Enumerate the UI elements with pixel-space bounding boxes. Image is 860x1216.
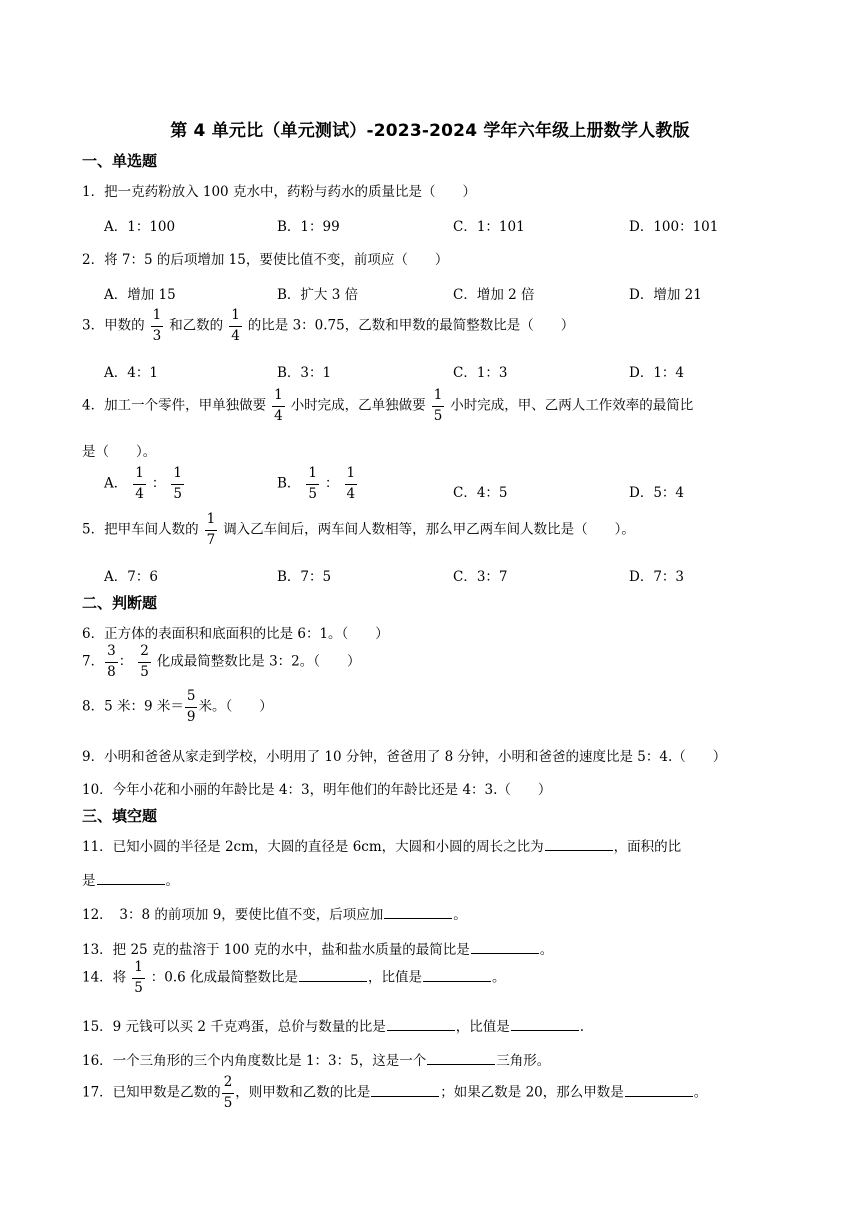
question-5: 5．把甲车间人数的 $\frac{1}{7}$ 调入乙车间后，两车间人数相等，那么甲乙两车间人数比是（ ）。 — [82, 511, 635, 548]
answer-blank[interactable] — [384, 904, 452, 919]
answer-blank[interactable] — [299, 967, 367, 982]
answer-blank[interactable] — [427, 1050, 495, 1065]
q5-option-d: D．7：3 — [629, 569, 685, 585]
q1-option-a: A．1：100 — [104, 219, 176, 235]
q4-option-d: D．5：4 — [629, 485, 685, 501]
q1-option-b: B．1：99 — [277, 219, 340, 235]
q4-option-a: A． $\frac{1}{4}$ ： $\frac{1}{5}$ — [104, 465, 182, 502]
section-heading-fill-blank: 三、填空题 — [82, 807, 158, 825]
question-14: 14．将 $\frac{1}{5}$ ：0.6 化成最简整数比是 ，比值是 。 — [82, 959, 506, 996]
fraction: $\frac{1}{5}$ — [433, 387, 443, 424]
fraction: $\frac{1}{5}$ — [308, 465, 318, 502]
fraction: $\frac{1}{4}$ — [135, 465, 144, 502]
q4-option-c: C．4：5 — [453, 485, 508, 501]
question-11-continued: 是 。 — [82, 869, 179, 889]
q1-option-c: C．1：101 — [453, 219, 525, 235]
answer-blank[interactable] — [545, 836, 613, 851]
question-10: 10．今年小花和小丽的年龄比是 4：3，明年他们的年龄比还是 4：3.（ ） — [82, 782, 552, 798]
question-7: 7． $\frac{3}{8}$ ： $\frac{2}{5}$ 化成最简整数比是 3：2。（ ） — [82, 643, 361, 680]
fraction: $\frac{1}{3}$ — [152, 307, 162, 344]
answer-blank[interactable] — [371, 1082, 439, 1097]
question-15: 15．9 元钱可以买 2 千克鸡蛋，总价与数量的比是 ，比值是 . — [82, 1015, 584, 1035]
fraction: $\frac{3}{8}$ — [107, 643, 116, 680]
q3-option-b: B．3：1 — [277, 365, 332, 381]
fraction: $\frac{1}{5}$ — [134, 959, 143, 996]
fraction: $\frac{5}{9}$ — [186, 688, 196, 725]
question-12: 12． 3：8 的前项加 9，要使比值不变，后项应加 。 — [82, 903, 467, 923]
answer-blank[interactable] — [97, 870, 165, 885]
fraction: $\frac{1}{4}$ — [346, 465, 356, 502]
question-9: 9．小明和爸爸从家走到学校，小明用了 10 分钟，爸爸用了 8 分钟，小明和爸爸的速度比是 5：4.（ ） — [82, 749, 727, 765]
q5-option-a: A．7：6 — [104, 569, 158, 585]
question-17: 17．已知甲数是乙数的 $\frac{2}{5}$ ，则甲数和乙数的比是 ；如果乙数是 20，那么甲数是 。 — [82, 1074, 708, 1111]
q2-option-c: C．增加 2 倍 — [453, 287, 535, 303]
section-heading-single-choice: 一、单选题 — [82, 152, 158, 170]
fraction: $\frac{1}{4}$ — [231, 307, 240, 344]
q5-option-b: B．7：5 — [277, 569, 332, 585]
q3-option-c: C．1：3 — [453, 365, 508, 381]
question-1: 1．把一克药粉放入 100 克水中，药粉与药水的质量比是（ ） — [82, 184, 476, 200]
q3-option-d: D．1：4 — [629, 365, 685, 381]
section-heading-true-false: 二、判断题 — [82, 594, 158, 612]
q3-option-a: A．4：1 — [104, 365, 158, 381]
question-16: 16．一个三角形的三个内角度数比是 1：3：5，这是一个 三角形。 — [82, 1049, 550, 1069]
question-13: 13．把 25 克的盐溶于 100 克的水中，盐和盐水质量的最简比是 。 — [82, 938, 553, 958]
page-title: 第 4 单元比（单元测试）-2023-2024 学年六年级上册数学人教版 — [170, 121, 690, 141]
answer-blank[interactable] — [423, 967, 491, 982]
question-2: 2．将 7：5 的后项增加 15，要使比值不变，前项应（ ） — [82, 252, 449, 268]
fraction: $\frac{1}{7}$ — [206, 511, 216, 548]
question-11: 11．已知小圆的半径是 2cm，大圆的直径是 6cm，大圆和小圆的周长之比为 ，面积的比 — [82, 835, 681, 855]
question-3: 3．甲数的 $\frac{1}{3}$ 和乙数的 $\frac{1}{4}$ 的比是 3：0.75，乙数和甲数的最简整数比是（ ） — [82, 307, 575, 344]
q2-option-b: B．扩大 3 倍 — [277, 287, 359, 303]
answer-blank[interactable] — [387, 1016, 455, 1031]
q5-option-c: C．3：7 — [453, 569, 508, 585]
answer-blank[interactable] — [511, 1016, 579, 1031]
fraction: $\frac{1}{4}$ — [274, 387, 283, 424]
q2-option-a: A．增加 15 — [104, 287, 176, 303]
fraction: $\frac{2}{5}$ — [140, 643, 149, 680]
fraction: $\frac{2}{5}$ — [223, 1074, 233, 1111]
question-4-continued: 是（ ）。 — [82, 444, 157, 460]
answer-blank[interactable] — [625, 1082, 693, 1097]
question-4: 4．加工一个零件，甲单独做要 $\frac{1}{4}$ 小时完成，乙单独做要 $\frac{1}{5}$ 小时完成，甲、乙两人工作效率的最简比 — [82, 387, 694, 424]
q2-option-d: D．增加 21 — [629, 287, 702, 303]
fraction: $\frac{1}{5}$ — [173, 465, 182, 502]
answer-blank[interactable] — [471, 939, 539, 954]
question-6: 6．正方体的表面积和底面积的比是 6：1。（ ） — [82, 626, 389, 642]
q4-option-b: B． $\frac{1}{5}$ ： $\frac{1}{4}$ — [277, 465, 356, 502]
q1-option-d: D．100：101 — [629, 219, 719, 235]
question-8: 8．5 米：9 米＝ $\frac{5}{9}$ 米。（ ） — [82, 688, 273, 725]
